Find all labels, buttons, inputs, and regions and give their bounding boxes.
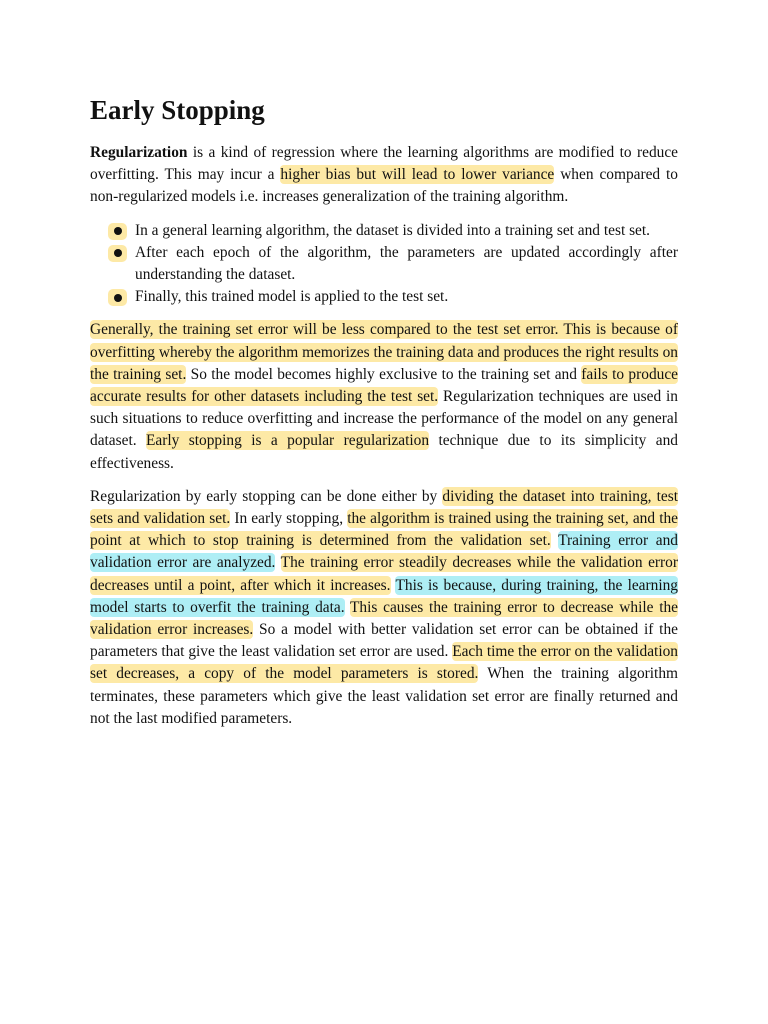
intro-paragraph [90, 142, 678, 209]
bullet-icon [108, 289, 127, 306]
highlight-yellow: Each time the error on the validation set decreases, a copy of the model parameters is stored. [90, 643, 678, 683]
text-span: Regularization techniques are used in such situations to reduce overfitting and increase the performance of the model on any general dataset. [90, 388, 678, 450]
text-span: is a kind of regression where the learning algorithms are modified to reduce overfitting. This may incur a [90, 144, 678, 184]
text-span: So the model becomes highly exclusive to the training set and [186, 365, 582, 383]
article-body [90, 142, 678, 730]
list-item-text: After each epoch of the algorithm, the parameters are updated accordingly after understanding the dataset. [135, 243, 678, 284]
early-stopping-paragraph [90, 486, 678, 730]
list-item-text: Finally, this trained model is applied to the test set. [135, 288, 449, 306]
text-span: When the training algorithm terminates, these parameters which give the least validation set error are finally returned and not the last modified parameters. [90, 665, 679, 727]
highlight-yellow: higher bias but will lead to lower variance [280, 166, 555, 184]
bullet-icon [108, 223, 127, 240]
term-regularization: Regularization [90, 144, 188, 161]
list-item-text: In a general learning algorithm, the dataset is divided into a training set and test set. [135, 221, 651, 239]
overfitting-paragraph [90, 319, 678, 474]
text-span: Regularization by early stopping can be done either by [90, 487, 443, 505]
highlight-yellow: The training error steadily decreases while the validation error decreases until a point, after which it increases. [90, 554, 678, 594]
highlight-yellow: Early stopping is a popular regularization [146, 432, 430, 450]
text-span: technique due to its simplicity and effectiveness. [90, 432, 678, 472]
text-span: when compared to non-regularized models i.e. increases generalization of the training algorithm. [90, 166, 678, 206]
text-span: In early stopping, [230, 510, 348, 528]
list-item [90, 286, 678, 308]
bullet-list [90, 220, 678, 309]
page-title: Early Stopping [90, 95, 265, 125]
highlight-yellow: This causes the training error to decrease while the validation error increases. [90, 598, 678, 639]
highlight-cyan: This is because, during training, the learning model starts to overfit the training data. [90, 576, 678, 616]
highlight-yellow: Generally, the training set error will be less compared to the test set error. This is because of overfitting whereby the algorithm memorizes the training data and produces the right results on the training set. [90, 321, 678, 383]
highlight-yellow: the algorithm is trained using the training set, and the point at which to stop training is determined from the validation set. [90, 510, 679, 550]
text-span [275, 554, 280, 571]
highlight-cyan: Training error and validation error are analyzed. [90, 532, 678, 572]
highlight-yellow: fails to produce accurate results for other datasets including the test set. [90, 365, 678, 406]
bullet-icon [108, 245, 127, 262]
list-item [90, 242, 678, 286]
highlight-yellow: dividing the dataset into training, test sets and validation set. [90, 487, 679, 528]
text-span: So a model with better validation set error can be obtained if the parameters that give the least validation set error are used. [90, 621, 678, 661]
text-span [551, 532, 558, 549]
list-item [90, 220, 678, 242]
